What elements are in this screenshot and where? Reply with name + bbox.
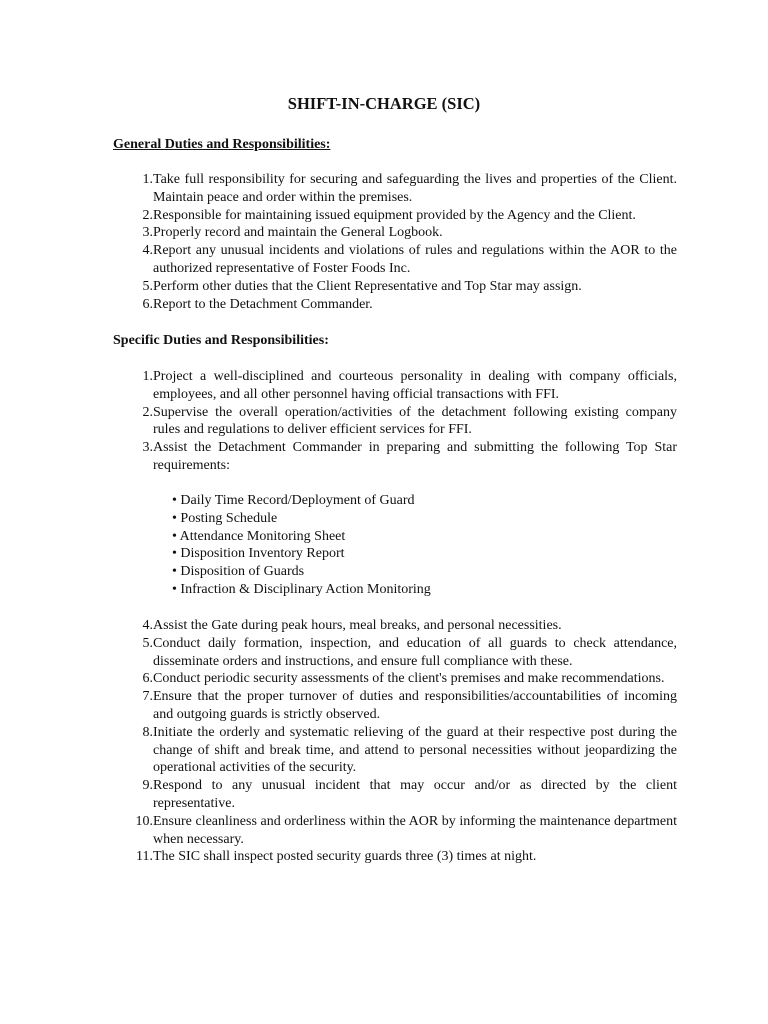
bullet-item: • Daily Time Record/Deployment of Guard <box>172 493 415 508</box>
item-number: 5. <box>142 635 153 651</box>
bullet-item: • Attendance Monitoring Sheet <box>172 528 346 544</box>
list-item <box>113 242 677 278</box>
item-text: Responsible for maintaining issued equipment provided by the Agency and the Client. <box>153 207 636 223</box>
requirements-bullet-list <box>172 492 672 599</box>
item-text: Assist the Gate during peak hours, meal breaks, and personal necessities. <box>153 618 562 633</box>
item-number: 10. <box>135 813 153 829</box>
item-number: 6. <box>142 296 153 312</box>
list-item <box>113 635 677 671</box>
general-duties-heading: General Duties and Responsibilities: <box>113 137 331 152</box>
item-number: 4. <box>142 618 153 633</box>
bullet-item: • Infraction & Disciplinary Action Monitoring <box>172 581 431 597</box>
specific-duties-list-a <box>113 368 677 475</box>
list-item <box>113 777 677 813</box>
item-text: Report to the Detachment Commander. <box>153 296 373 312</box>
item-text: Initiate the orderly and systematic relieving of the guard at their respective post during the change of shift and break time, and attend to personal necessities without jeopardizing the operational activities of the security. <box>153 724 677 776</box>
item-number: 8. <box>142 724 153 740</box>
item-number: 3. <box>142 225 153 241</box>
specific-duties-heading: Specific Duties and Responsibilities: <box>113 333 329 348</box>
item-text: Ensure cleanliness and orderliness within the AOR by informing the maintenance department when necessary. <box>153 813 677 847</box>
list-item <box>113 813 677 849</box>
item-number: 7. <box>142 689 153 705</box>
item-number: 3. <box>142 440 153 456</box>
item-text: Report any unusual incidents and violations of rules and regulations within the AOR to the authorized representative of Foster Foods Inc. <box>153 243 677 276</box>
list-item <box>113 848 677 866</box>
item-text: Conduct periodic security assessments of the client's premises and make recommendations. <box>153 671 665 687</box>
list-item <box>113 688 677 724</box>
list-item <box>113 670 677 688</box>
general-duties-list <box>113 171 677 313</box>
specific-duties-list-b <box>113 617 677 866</box>
item-text: Respond to any unusual incident that may occur and/or as directed by the client representative. <box>153 778 677 811</box>
bullet-item: • Posting Schedule <box>172 510 278 526</box>
item-text: The SIC shall inspect posted security guards three (3) times at night. <box>153 849 537 865</box>
item-text: Perform other duties that the Client Representative and Top Star may assign. <box>153 278 582 294</box>
item-text: Supervise the overall operation/activities of the detachment following existing company rules and regulations to deliver efficient services for FFI. <box>153 404 677 438</box>
item-number: 11. <box>136 849 153 865</box>
list-item <box>113 207 677 225</box>
list-item <box>113 368 677 404</box>
item-number: 1. <box>142 172 153 187</box>
item-text: Take full responsibility for securing and safeguarding the lives and properties of the Client. Maintain peace and order within the premises. <box>153 172 677 205</box>
bullet-item: • Disposition Inventory Report <box>172 546 345 562</box>
item-number: 4. <box>142 243 153 259</box>
list-item <box>113 224 677 242</box>
list-item <box>113 404 677 440</box>
item-number: 6. <box>142 671 153 687</box>
bullet-item: • Disposition of Guards <box>172 564 305 580</box>
item-number: 2. <box>142 207 153 223</box>
list-item <box>113 296 677 314</box>
list-item <box>113 278 677 296</box>
item-text: Conduct daily formation, inspection, and education of all guards to check attendance, disseminate orders and instructions, and ensure full compliance with these. <box>153 635 677 669</box>
list-item <box>113 171 677 207</box>
item-text: Assist the Detachment Commander in preparing and submitting the following Top Star requirements: <box>153 440 677 473</box>
item-number: 5. <box>142 278 153 294</box>
item-number: 9. <box>142 778 153 794</box>
item-number: 2. <box>142 404 153 420</box>
list-item <box>113 617 677 635</box>
item-text: Properly record and maintain the General Logbook. <box>153 225 443 241</box>
list-item <box>113 439 677 475</box>
item-number: 1. <box>142 369 153 384</box>
list-item <box>113 724 677 777</box>
page-title: SHIFT-IN-CHARGE (SIC) <box>287 94 481 113</box>
item-text: Project a well-disciplined and courteous personality in dealing with company officials, employees, and all other personnel having official transactions with FFI. <box>153 369 677 402</box>
item-text: Ensure that the proper turnover of duties and responsibilities/accountabilities of incoming and outgoing guards is strictly observed. <box>153 689 677 722</box>
